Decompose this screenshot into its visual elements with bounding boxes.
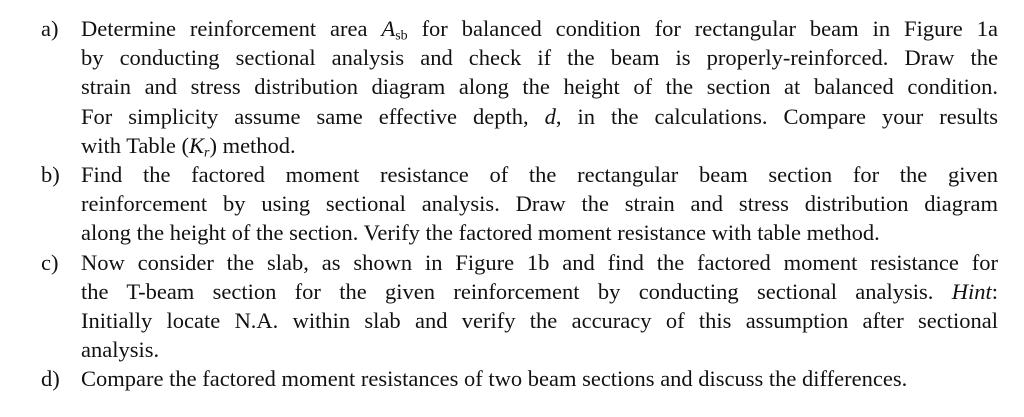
item-marker: a) [41, 16, 59, 41]
text-line: Now consider the slab, as shown in Figure 1b and find the factored moment resistance for [81, 249, 998, 275]
text-line: along the height of the section. Verify the factored moment resistance with table method. [81, 220, 880, 246]
text-line: Determine reinforcement area $A_{sb}$ for balanced condition for rectangular beam in Figure 1a [81, 16, 998, 44]
list-item-d [0, 364, 1024, 393]
text-line: analysis. [81, 337, 160, 363]
problem-list [0, 14, 1024, 394]
list-item-b [0, 160, 1024, 248]
item-text [81, 248, 998, 365]
list-item-c [0, 248, 1024, 365]
item-text [81, 160, 998, 248]
text-line: by conducting sectional analysis and check if the beam is properly-reinforced. Draw the [81, 45, 998, 71]
text-line: Initially locate N.A. within slab and verify the accuracy of this assumption after sectional [81, 308, 998, 334]
item-marker: d) [41, 366, 60, 392]
text-line: reinforcement by using sectional analysis. Draw the strain and stress distribution diagram [81, 191, 998, 217]
text-line: with Table $(K_r)$ method. [81, 132, 296, 161]
text-line: Compare the factored moment resistances of two beam sections and discuss the differences. [81, 366, 908, 392]
text-line: Find the factored moment resistance of the rectangular beam section for the given [81, 162, 998, 188]
item-text [81, 364, 998, 393]
item-text [81, 14, 998, 160]
text-line: For simplicity assume same effective depth, d, in the calculations. Compare your results [81, 103, 998, 129]
item-marker: b) [41, 162, 60, 188]
text-line: strain and stress distribution diagram along the height of the section at balanced condition. [81, 74, 998, 100]
text-line: the T-beam section for the given reinforcement by conducting sectional analysis. Hint: [81, 278, 998, 304]
item-marker: c) [41, 249, 59, 275]
list-item-a [0, 14, 1024, 160]
